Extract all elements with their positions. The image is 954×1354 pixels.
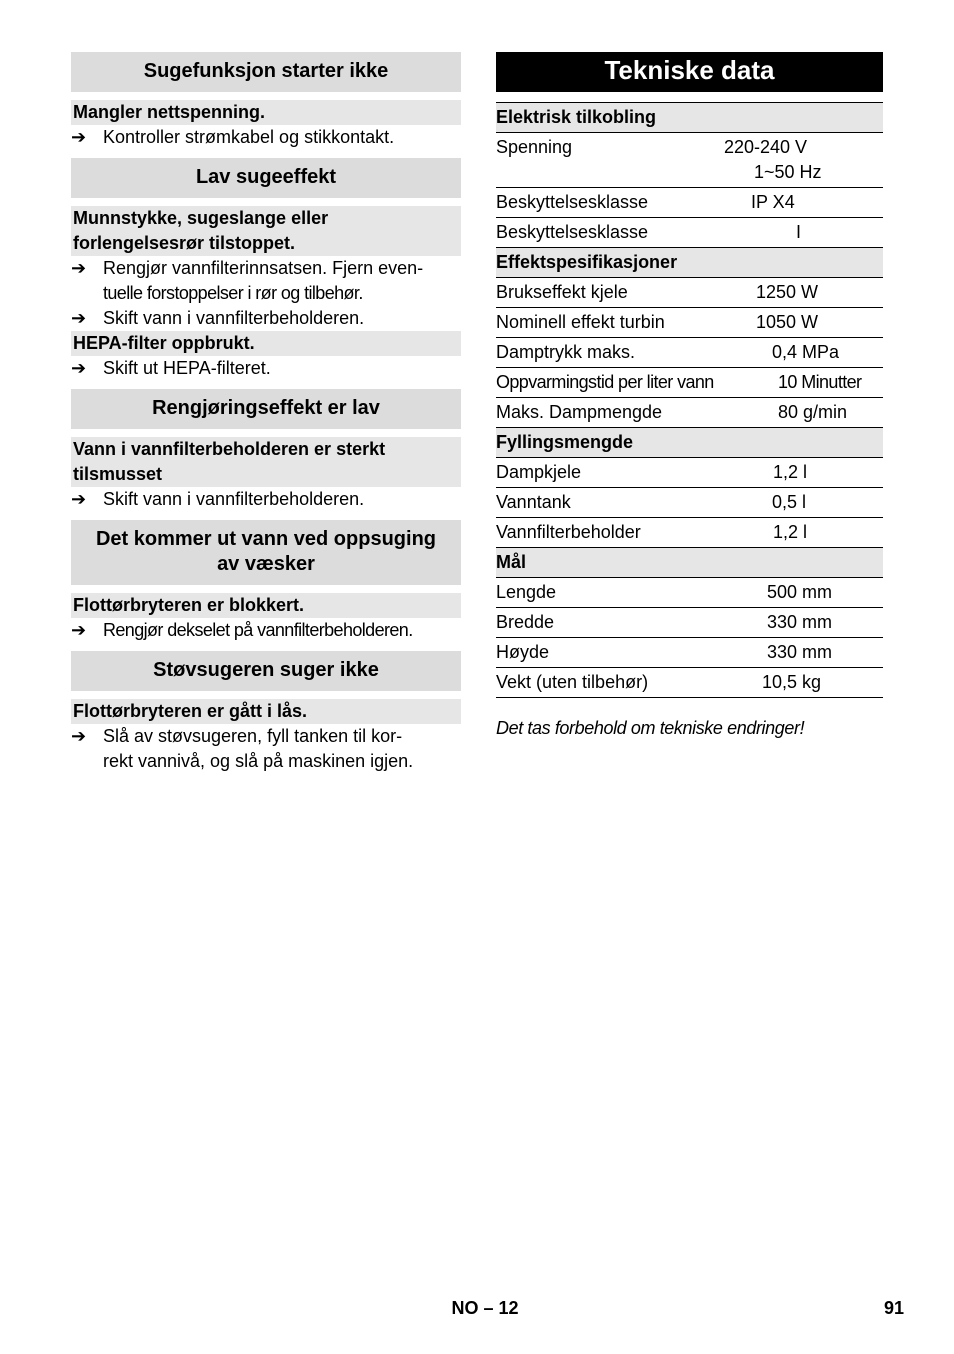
list-item: [71, 724, 461, 774]
arrow-right-icon: ➔: [71, 726, 87, 746]
row-value: 0,5 l: [772, 492, 807, 512]
value-line: 1~50 Hz: [754, 162, 822, 182]
table-row: [496, 218, 883, 248]
row-value: 500 mm: [767, 582, 833, 602]
row-label: Maks. Dampmengde: [496, 402, 663, 422]
row-label: Bredde: [496, 612, 555, 632]
table-row: [496, 638, 883, 668]
row-label: Dampkjele: [496, 462, 582, 482]
arrow-right-icon: ➔: [71, 127, 87, 147]
page-footer-label: NO – 12: [451, 1298, 519, 1318]
list-item: [71, 306, 461, 331]
row-value: 1,2 l: [773, 462, 808, 482]
subsection-heading-line: tilsmusset: [73, 464, 163, 484]
list-item-text: Rengjør dekselet på vannfilterbeholderen.: [103, 620, 413, 640]
table-row: [496, 608, 883, 638]
subsection-heading: Flottørbryteren er gått i lås.: [71, 699, 461, 724]
section-heading: Lav sugeeffekt: [71, 158, 461, 198]
list-item: [71, 256, 461, 306]
table-row: [496, 338, 883, 368]
row-label: Vannfilterbeholder: [496, 522, 641, 542]
section-heading: [71, 520, 461, 585]
section-heading: Sugefunksjon starter ikke: [71, 52, 461, 92]
table-row: [496, 133, 883, 188]
technical-data-column: [496, 52, 883, 739]
row-label: Brukseffekt kjele: [496, 282, 628, 302]
table-row: [496, 518, 883, 548]
row-label: Vekt (uten tilbehør): [496, 672, 649, 692]
subsection-heading-line: Vann i vannfilterbeholderen er sterkt: [73, 439, 386, 459]
list-item-text: Skift vann i vannfilterbeholderen.: [103, 308, 365, 328]
section-label: Mål: [496, 552, 527, 572]
section-heading: Støvsugeren suger ikke: [71, 651, 461, 691]
arrow-right-icon: ➔: [71, 489, 87, 509]
list-item-text: [103, 256, 461, 306]
row-label: Lengde: [496, 582, 557, 602]
table-row: [496, 188, 883, 218]
text-line: tuelle forstoppelser i rør og tilbehør.: [103, 283, 363, 303]
list-item: [71, 125, 461, 150]
list-item-text: Skift ut HEPA-filteret.: [103, 358, 271, 378]
row-label: Beskyttelsesklasse: [496, 192, 649, 212]
subsection-heading-line: Munnstykke, sugeslange eller: [73, 208, 329, 228]
section-label: Effektspesifikasjoner: [496, 252, 678, 272]
table-row: [496, 668, 883, 698]
row-label: Høyde: [496, 642, 550, 662]
table-section-header: [496, 428, 883, 458]
list-item-text: Skift vann i vannfilterbeholderen.: [103, 489, 365, 509]
troubleshooting-column: [71, 52, 461, 774]
row-value: I: [796, 222, 802, 242]
table-row: [496, 488, 883, 518]
subsection-heading: HEPA-filter oppbrukt.: [71, 331, 461, 356]
table-row: [496, 278, 883, 308]
text-line: Rengjør vannfilterinnsatsen. Fjern even-: [103, 258, 424, 278]
table-row: [496, 368, 883, 398]
row-label: Beskyttelsesklasse: [496, 222, 649, 242]
row-value: 80 g/min: [778, 402, 848, 422]
arrow-right-icon: ➔: [71, 308, 87, 328]
subsection-heading: Mangler nettspenning.: [71, 100, 461, 125]
page-number: 91: [884, 1298, 905, 1318]
list-item-text: [103, 724, 461, 774]
table-row: [496, 458, 883, 488]
row-value: [724, 135, 883, 185]
section-heading-line: av væsker: [217, 553, 315, 575]
subsection-heading-line: forlengelsesrør tilstoppet.: [73, 233, 296, 253]
row-label: Spenning: [496, 137, 573, 157]
list-item: [71, 618, 461, 643]
section-label: Fyllingsmengde: [496, 432, 634, 452]
list-item: [71, 487, 461, 512]
value-line: 220-240 V: [724, 137, 808, 157]
row-value: IP X4: [751, 192, 795, 212]
section-heading-line: Det kommer ut vann ved oppsuging: [95, 528, 437, 550]
table-row: [496, 308, 883, 338]
row-value: 1050 W: [756, 312, 819, 332]
row-value: 10 Minutter: [778, 372, 862, 392]
row-label: Vanntank: [496, 492, 571, 512]
row-label: Nominell effekt turbin: [496, 312, 665, 332]
table-row: [496, 398, 883, 428]
row-value: 330 mm: [767, 612, 833, 632]
disclaimer-note: Det tas forbehold om tekniske endringer!: [496, 718, 805, 738]
arrow-right-icon: ➔: [71, 258, 87, 278]
row-value: 10,5 kg: [762, 672, 822, 692]
subsection-heading: [71, 437, 461, 487]
list-item-text: Kontroller strømkabel og stikkontakt.: [103, 127, 395, 147]
section-label: Elektrisk tilkobling: [496, 107, 657, 127]
table-section-header: [496, 548, 883, 578]
row-value: 1250 W: [756, 282, 819, 302]
text-line: Slå av støvsugeren, fyll tanken til kor-: [103, 726, 403, 746]
section-heading: Rengjøringseffekt er lav: [71, 389, 461, 429]
table-section-header: [496, 102, 883, 133]
subsection-heading: Flottørbryteren er blokkert.: [71, 593, 461, 618]
arrow-right-icon: ➔: [71, 620, 87, 640]
subsection-heading: [71, 206, 461, 256]
list-item: [71, 356, 461, 381]
table-section-header: [496, 248, 883, 278]
arrow-right-icon: ➔: [71, 358, 87, 378]
table-row: [496, 578, 883, 608]
text-line: rekt vannivå, og slå på maskinen igjen.: [103, 751, 414, 771]
row-label: Oppvarmingstid per liter vann: [496, 372, 714, 392]
row-value: 0,4 MPa: [772, 342, 840, 362]
row-label: Damptrykk maks.: [496, 342, 636, 362]
page-title: Tekniske data: [496, 52, 883, 92]
row-value: 1,2 l: [773, 522, 808, 542]
row-value: 330 mm: [767, 642, 833, 662]
